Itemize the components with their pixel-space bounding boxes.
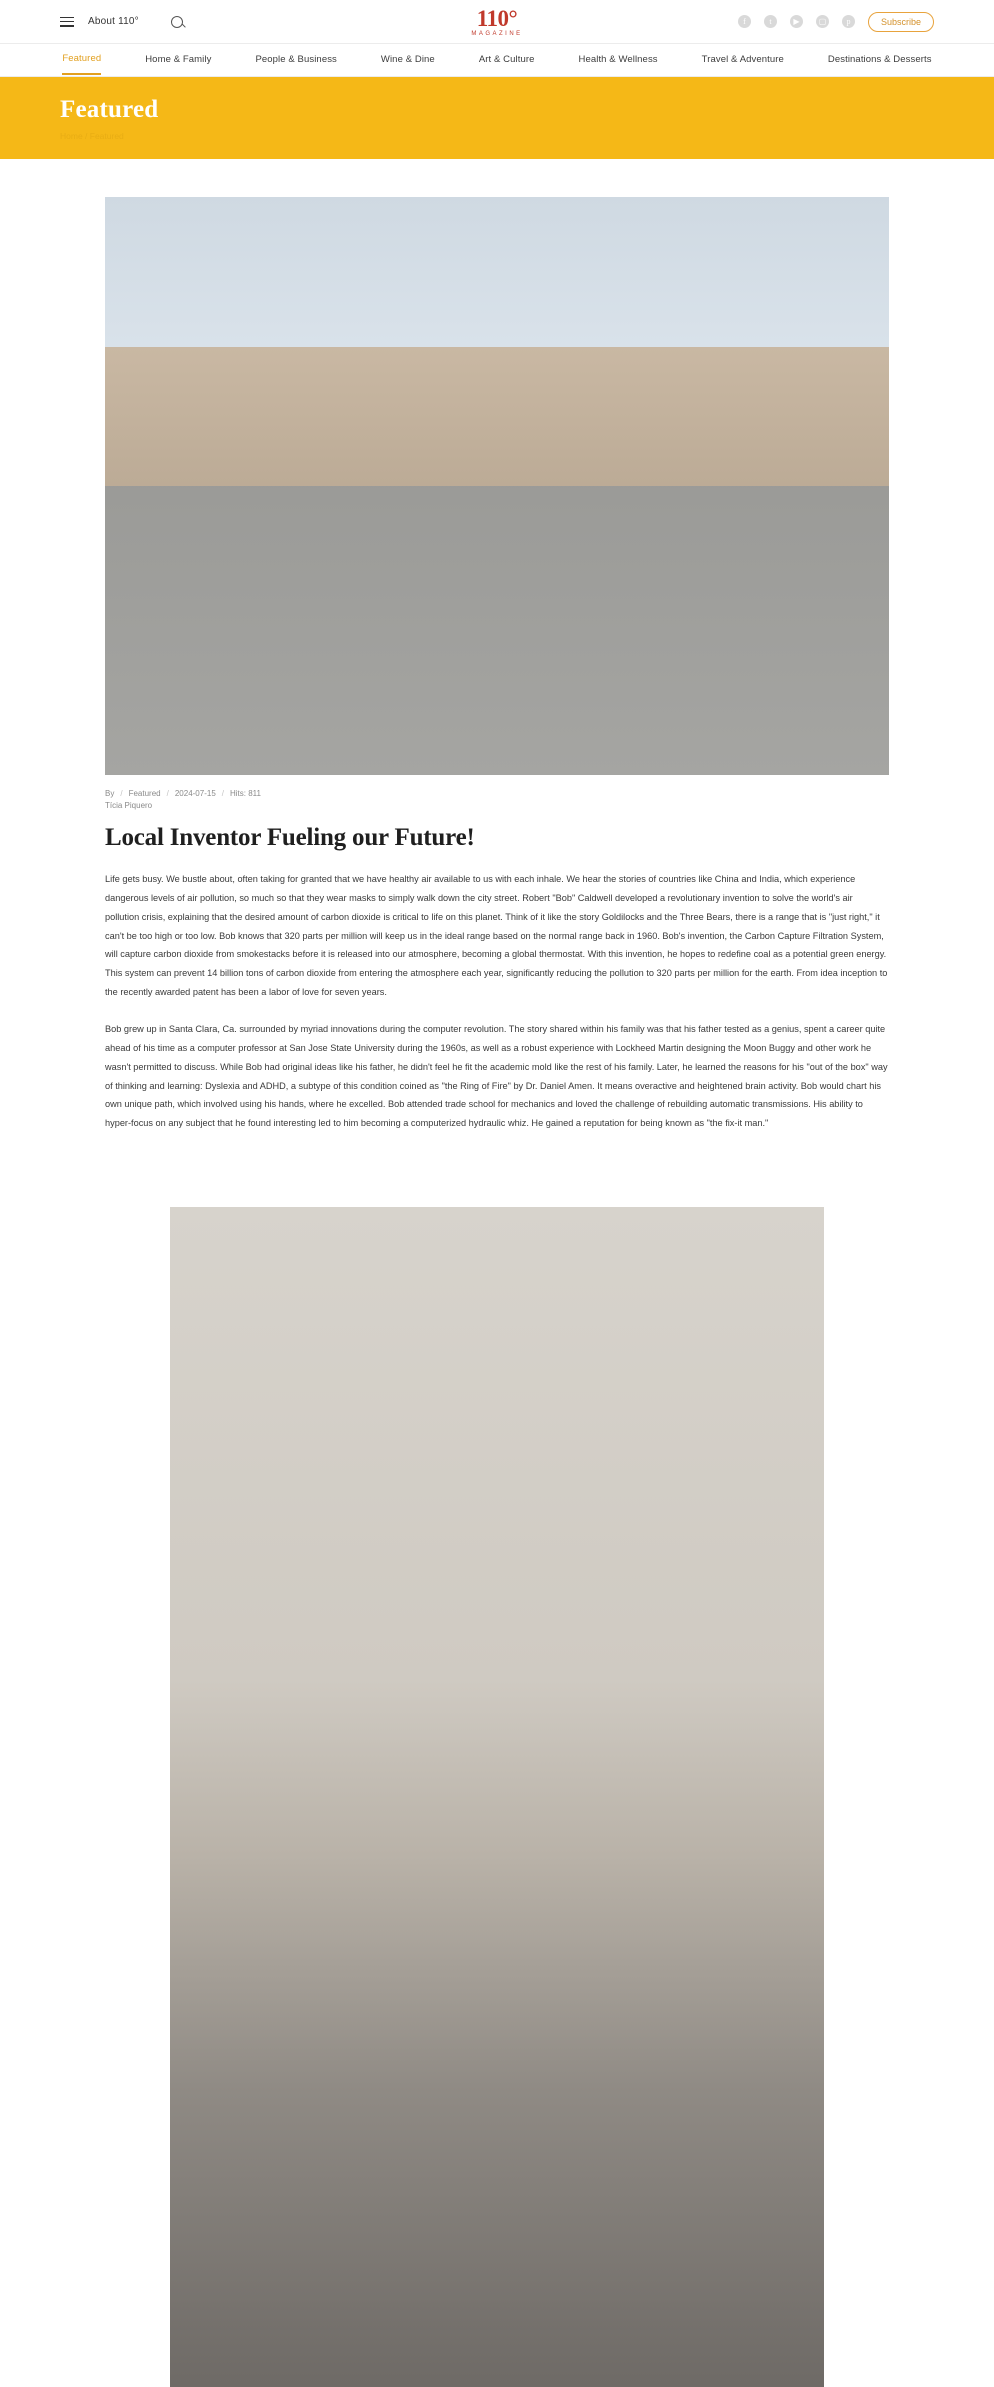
nav-item-destinations-desserts[interactable]: Destinations & Desserts — [827, 54, 932, 65]
meta-separator-3: / — [221, 789, 224, 798]
search-icon[interactable] — [171, 16, 183, 28]
group-photo-outside-building — [105, 197, 889, 775]
top-bar-right — [738, 12, 934, 32]
page-title: Featured — [60, 95, 159, 123]
site-logo-subtitle: MAGAZINE — [471, 30, 523, 37]
meta-category-link[interactable]: Featured — [128, 789, 161, 798]
nav-item-travel-adventure[interactable]: Travel & Adventure — [701, 54, 784, 65]
pinterest-icon[interactable]: p — [842, 15, 855, 28]
youtube-icon[interactable]: ▶ — [790, 15, 803, 28]
article-paragraph-2: Bob grew up in Santa Clara, Ca. surrounded by myriad innovations during the computer revolution. The story shared within his family was that his father tested as a genius, spent a career quite ahead of his time as a computer professor at San Jose State University during the 1960s, as well as a robust experience with Lockheed Martin designing the Moon Buggy and other work he wasn't permitted to discuss. While Bob had original ideas like his father, he didn't feel he fit the academic mold like the rest of his family. Later, he learned the reasons for his "out of the box" way of thinking and learning: Dyslexia and ADHD, a subtype of this condition coined as "the Ring of Fire" by Dr. Daniel Amen. It means overactive and heightened brain activity. Bob would chart his own unique path, which involved using his hands, where he excelled. Bob attended trade school for mechanics and loved the challenge of rebuilding automatic transmissions. His ability to hyper-focus on any subject that he found interesting led to him becoming a computerized hydraulic whiz. He gained a reputation for being known as "the fix-it man." — [105, 1024, 888, 1129]
group-photo-image — [105, 197, 889, 775]
nav-item-health-wellness[interactable]: Health & Wellness — [578, 54, 658, 65]
article-title: Local Inventor Fueling our Future! — [105, 824, 475, 851]
nav-item-art-culture[interactable]: Art & Culture — [478, 54, 535, 65]
facebook-icon[interactable]: f — [738, 15, 751, 28]
nav-item-home-family[interactable]: Home & Family — [145, 54, 212, 65]
nav-item-wine-dine[interactable]: Wine & Dine — [380, 54, 435, 65]
subscribe-button[interactable]: Subscribe — [868, 12, 934, 32]
meta-separator-2: / — [166, 789, 169, 798]
page-hero-banner — [0, 77, 994, 159]
article-author: Tícia Piquero — [105, 801, 153, 810]
inventor-at-desk-image — [170, 1207, 824, 2387]
meta-hits: Hits: 811 — [230, 789, 261, 798]
article-paragraph-1: Life gets busy. We bustle about, often taking for granted that we have healthy air available to us with each inhale. We hear the stories of countries like China and India, which experience dangerous levels of air pollution, so much so that they wear masks to simply walk down the city street. Robert "Bob" Caldwell developed a revolutionary invention to solve the world's air pollution crisis, explaining that the desired amount of carbon dioxide is critical to life on this planet. Think of it like the story Goldilocks and the Three Bears, there is a range that is "just right," it can't be too high or too low. Bob knows that 320 parts per million will keep us in the ideal range based on the normal range back in 1960. Bob's invention, the Carbon Capture Filtration System, will capture carbon dioxide from smokestacks before it is released into our atmosphere, becoming a global thermostat. With this invention, he hopes to redefine coal as a potential green energy. This system can prevent 14 billion tons of carbon dioxide from entering the atmosphere each year, significantly reducing the pollution to 320 parts per million for the earth. From idea inception to the recently awarded patent has been a labor of love for seven years. — [105, 874, 888, 998]
meta-separator-1: / — [120, 789, 123, 798]
site-logo-title: 110° — [476, 5, 518, 31]
nav-item-featured[interactable]: Featured — [62, 45, 101, 75]
twitter-icon[interactable]: t — [764, 15, 777, 28]
breadcrumb: Home / Featured — [60, 130, 124, 141]
nav-item-people-business[interactable]: People & Business — [255, 54, 337, 65]
about-link[interactable]: About 110° — [88, 16, 139, 27]
top-bar — [0, 0, 994, 44]
top-bar-left — [60, 16, 183, 28]
site-logo[interactable] — [471, 7, 522, 37]
article-body — [105, 870, 889, 1133]
hamburger-icon[interactable] — [60, 17, 74, 27]
meta-date: 2024-07-15 — [174, 789, 216, 798]
inventor-at-desk-photo — [105, 1207, 889, 2387]
article-meta — [105, 789, 889, 798]
instagram-icon[interactable]: ▢ — [816, 15, 829, 28]
article-container — [0, 197, 994, 2387]
article-spacer — [105, 1133, 889, 1169]
meta-by-label: By — [105, 789, 115, 798]
main-navigation — [0, 44, 994, 77]
